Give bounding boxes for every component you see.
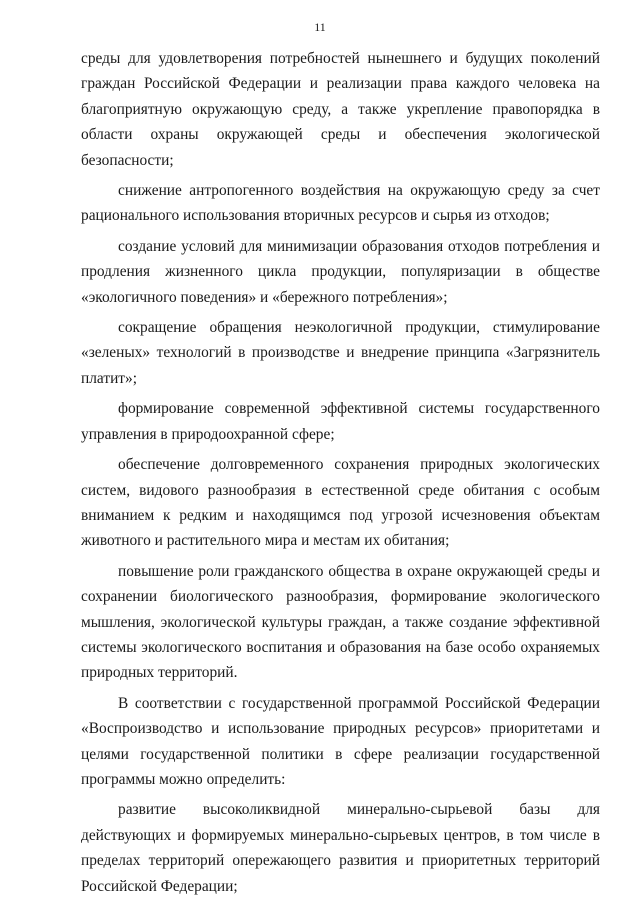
paragraph-reduce-anthropogenic-impact: снижение антропогенного воздействия на окружающую среду за счет рационального использования вторичных ресурсов и сырья из отходов; [81, 182, 600, 225]
paragraph-civil-society-role: повышение роли гражданского общества в охране окружающей среды и сохранении биологического разнообразия, формирование экологического мышления, экологической культуры граждан, а также создание эффективной системы экологического воспитания и образования на базе особо охраняемых природных территорий. [81, 562, 600, 682]
page-number: 11 [314, 20, 326, 34]
document-body [81, 46, 600, 904]
paragraph-continuation: среды для удовлетворения потребностей нынешнего и будущих поколений граждан Российской Федерации и реализации права каждого человека на благоприятную окружающую среду, а также укрепление правопорядка в области охраны окружающей среды и обеспечения экологической безопасности; [81, 50, 600, 169]
paragraph-mineral-resource-base: развитие высоколиквидной минерально-сырьевой базы для действующих и формируемых минерально-сырьевых центров, в том числе в пределах территорий опережающего развития и приоритетных территорий Российской Федерации; [81, 801, 600, 895]
paragraph-waste-minimization: создание условий для минимизации образования отходов потребления и продления жизненного цикла продукции, популяризации в обществе «экологичного поведения» и «бережного потребления»; [81, 237, 600, 306]
paragraph-state-program: В соответствии с государственной программой Российской Федерации «Воспроизводство и использование природных ресурсов» приоритетами и целями государственной политики в сфере реализации государственной программы можно определить: [81, 694, 600, 788]
paragraph-state-management: формирование современной эффективной системы государственного управления в природоохранной сфере; [81, 400, 600, 443]
paragraph-ecosystem-preservation: обеспечение долговременного сохранения природных экологических систем, видового разнообразия в естественной среде обитания с особым вниманием к редким и находящимся под угрозой исчезновения объектам животного и растительного мира и местам их обитания; [81, 456, 600, 550]
paragraph-green-technologies: сокращение обращения неэкологичной продукции, стимулирование «зеленых» технологий в производстве и внедрение принципа «Загрязнитель платит»; [81, 319, 600, 387]
